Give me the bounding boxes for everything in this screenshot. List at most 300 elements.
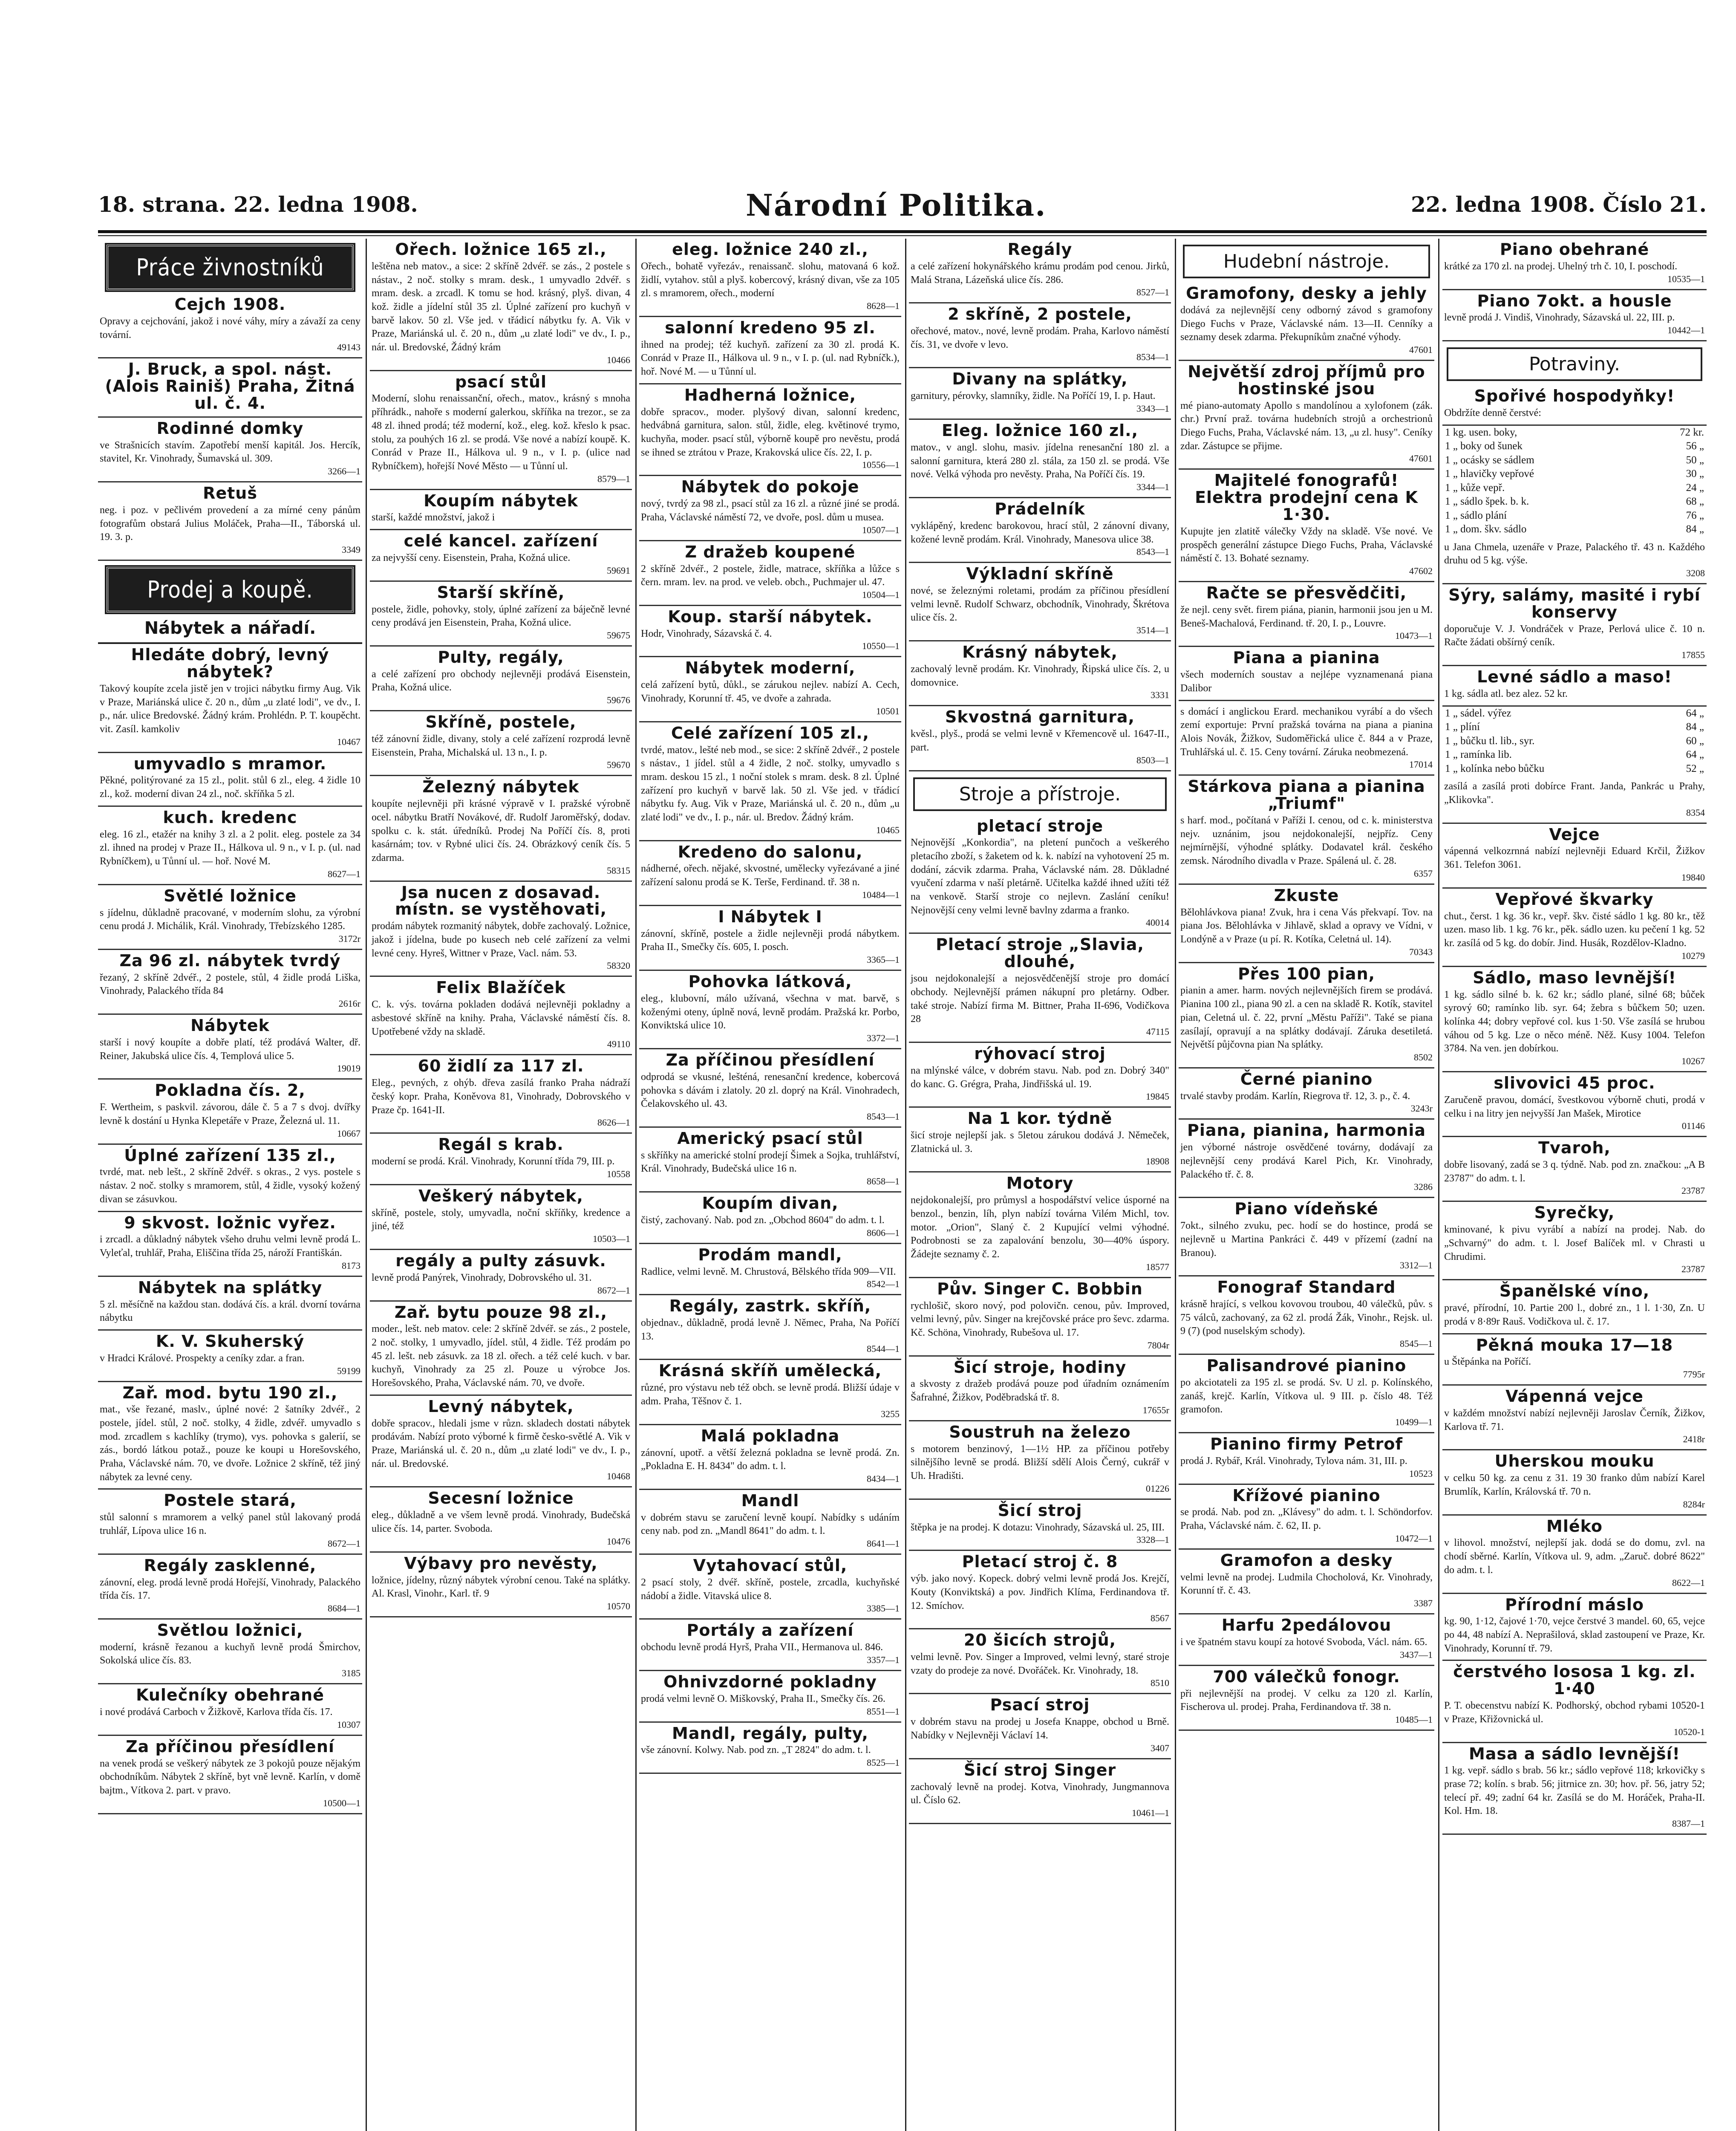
ad-body: zánovní, skříně, postele a židle nejlevněji prodá nábytkem. Praha II., Smečky čís. 605, I. posch. [641,928,900,953]
ad-code: 3312—1 [1400,1260,1433,1271]
ad-headline: Zař. mod. bytu 190 zl., [122,1383,338,1402]
classified-ad [639,1244,901,1296]
ad-headline: Krásný nábytek, [962,643,1118,662]
classified-ad [370,1302,632,1396]
ad-code: 10667 [337,1128,360,1139]
ad-headline: Na 1 kor. týdně [967,1109,1113,1128]
classified-ad [1179,582,1434,647]
price-item: 1 „ sádlo plání [1445,509,1507,521]
price-item: 1 „ plíní [1445,721,1480,733]
classified-ad [1442,1516,1707,1594]
classified-ad [98,1555,362,1620]
ad-headline: Fonograf Standard [1217,1278,1396,1297]
classified-ad [1442,1661,1707,1743]
column-4 [909,239,1171,2131]
ad-code: 47601 [1409,453,1433,464]
ad-code: 17014 [1409,759,1433,770]
section-title-food: Potraviny. [1447,347,1702,381]
classified-ad [1442,1072,1707,1137]
classified-ad [370,1396,632,1488]
ad-list [1442,776,1707,1835]
price-row [1445,426,1704,440]
ad-headline: Prodám mandl, [698,1245,842,1264]
ad-headline: Koupím nábytek [424,491,578,510]
classified-ad [98,1277,362,1331]
classified-ad [1179,1276,1434,1355]
classified-ad [909,420,1171,498]
ad-headline: regály a pulty zásuvk. [395,1251,606,1270]
classified-ad [639,1671,901,1723]
ad-body: krásně hrající, s velkou kovovou troubou, 40 válečků, pův. s 75 válců, zachovaný, za 62 zl. prodá Žák, Vinohr., Rejsk. ul. 9 (7) (pod nuselským schody). [1180,1299,1433,1337]
ad-code: 8510 [1151,1678,1169,1689]
ad-headline: Nábytek [190,1016,270,1035]
ad-code: 7795r [1683,1369,1705,1380]
ad-code: 3286 [1414,1181,1433,1193]
ad-headline: Regály zasklenné, [144,1556,317,1575]
ad-headline: Retuš [203,484,257,503]
ad-body: zachovalý levně na prodej. Kotva, Vinohrady, Jungmannova ul. Číslo 62. [911,1781,1169,1806]
ad-body: u Štěpánka na Poříčí. [1444,1356,1531,1368]
classified-ad [370,582,632,647]
classified-ad [98,358,362,418]
ad-headline: Pletací stroj č. 8 [962,1552,1118,1571]
ad-headline: Rodinné domky [156,419,304,438]
ad-body: 7okt., silného zvuku, pec. hodí se do hostince, prodá se nejlevně u Martina Pankráci č. 449 v přízemí (zadní na Branou). [1180,1220,1433,1259]
ad-body: výb. jako nový. Kopeck. dobrý velmi levně prodá Jos. Krejčí, Kouty (Konviktská) a pov. Jindřich Klíma, Ferdinandova tř. 12. Smíchov. [911,1573,1169,1611]
ad-code: 3407 [1151,1742,1169,1753]
price-item: 1 „ bůčku tl. lib., syr. [1445,735,1535,747]
ad-code: 10558 [607,1168,630,1179]
ad-headline: umyvadlo s mramor. [133,754,327,773]
ad-headline: slivovici 45 proc. [1494,1073,1655,1092]
ad-body: dobře spracov., hledali jsme v různ. skladech dostati nábytek prodávám. Nabízí proto výborné k firmě česko-světlé A. Vik v Praze, Mariánská ul. č. 20 n., dům „u zlaté lodi" ve dv., I. p., nár. ul. Bredovské. [372,1418,630,1470]
ad-body: Ořech., bohatě vyřezáv., renaissanč. slohu, matovaná 6 kož. židlí, vytahov. stůl a plyš. kobercový, krásný divan, vše za 105 zl. s mramorem, ořech., moderní [641,260,900,299]
classified-ad [1442,385,1707,426]
ad-code: 8641—1 [867,1538,900,1549]
ad-code: 10476 [607,1536,630,1547]
ad-headline: Pulty, regály, [438,647,564,667]
header-rule-thin [98,235,1707,236]
ad-headline: Z dražeb koupené [685,542,856,561]
classified-ad [370,977,632,1055]
ad-body: neg. i poz. v pečlivém provedení a za mírné ceny pánům fotografům obstará Julius Moláček, Praha—II., Táborská ul. 19. 3. p. [100,505,360,543]
ad-headline: Nábytek do pokoje [681,477,859,497]
ad-headline: Pohovka látková, [688,972,852,991]
ad-code: 8503—1 [1136,754,1169,765]
classified-ad [1442,1280,1707,1334]
ad-headline: Spořivé hospodyňky! [1474,387,1675,406]
price-row [1445,509,1704,523]
ad-code: 3343—1 [1136,403,1169,414]
ad-code: 3331 [1151,690,1169,701]
ad-headline: eleg. ložnice 240 zl., [672,240,868,259]
ad-code: 10461—1 [1132,1807,1169,1818]
classified-ad [909,1043,1171,1108]
ad-code: 10442—1 [1667,325,1705,336]
classified-ad [1442,967,1707,1072]
ad-code: 8628—1 [867,300,900,311]
masthead-title: Národní Politika. [746,188,1047,223]
ad-code: 40014 [1146,917,1169,928]
ad-body: garnitury, pérovky, slamníky, židle. Na Poříčí 19, I. p. Haut. [911,390,1156,402]
ad-headline: Španělské víno, [1499,1282,1650,1301]
ad-body: doporučuje V. J. Vondráček v Praze, Perlová ulice č. 10 n. Račte žádati obšírný ceník. [1444,623,1705,648]
ad-headline: Koup. starší nábytek. [668,607,873,626]
column-6 [1442,239,1707,2131]
ad-body: dodává za nejlevnější ceny odborný závod s gramofony Diego Fuchs v Praze, Václavské nám. 13—II. Cenníky a seznamy desek zdarma. Překupníkům značné výhody. [1180,304,1433,343]
price-item: 1 „ kolínka nebo bůčku [1445,762,1545,774]
ad-body: Pěkné, politýrované za 15 zl., polit. stůl 6 zl., eleg. 4 židle 10 zl., kož. moderní divan 24 zl., noč. skříňka 5 zl. [100,775,360,800]
ad-headline: Zkuste [1274,886,1339,905]
ad-body: tvrdé, mat. neb lešt., 2 skříně 2dvéř. s okras., 2 vys. postele s nástav. 2 noč. stolky s mramorem, stůl, 4 židle, vysoký kožený divan se zásuvkou. [100,1167,360,1205]
classified-ad [639,541,901,606]
ad-body: eleg. 16 zl., etažér na knihy 3 zl. a 2 polit. eleg. postele za 34 zl. ihned na prodej v Praze II., Hálkova ul. 9 n., v I. p. (ul. nad Rybníčkem), u Tůnní ul. — hoř. Nové M. [100,829,360,867]
ad-headline: Šicí stroj [998,1501,1082,1520]
ad-headline: Celé zařízení 105 zl., [671,723,869,742]
classified-ad [1442,1137,1707,1202]
ad-headline: Tvaroh, [1538,1138,1611,1158]
classified-ad [639,1193,901,1244]
ad-headline: 700 válečků fonogr. [1213,1667,1400,1686]
classified-ad [1179,1550,1434,1614]
ad-code: 8672—1 [328,1538,360,1549]
classified-ad [1442,1386,1707,1450]
ad-headline: Krásná skříň umělecká, [658,1361,882,1380]
ad-headline: psací stůl [455,372,547,391]
ad-body: levně prodá J. Vindiš, Vinohrady, Sázavská ul. 22, III. p. [1444,312,1675,323]
ad-headline: Piana a pianina [1233,648,1380,667]
classified-ad [98,1145,362,1212]
ad-body: vše zánovní. Kolwy. Nab. pod zn. „T 2824" do adm. t. l. [641,1744,871,1756]
classified-ad [639,317,901,384]
header-rule [98,230,1707,233]
classified-ad [909,1108,1171,1172]
ad-headline: Levný nábytek, [428,1397,574,1416]
ad-code: 17855 [1681,650,1705,661]
ad-body: v dobrém stavu na prodej u Josefa Knappe, obchod u Brně. Nabídky v Nejlevněji Václaví 14. [911,1716,1169,1741]
ad-code: 3344—1 [1136,481,1169,492]
classified-ad [1442,290,1707,342]
classified-ad [370,530,632,582]
price-value: 50 „ [1686,454,1704,466]
classified-ad [1179,1120,1434,1198]
ad-headline: Šicí stroje, hodiny [953,1357,1127,1377]
ad-headline: Mléko [1546,1516,1603,1536]
ad-body: kminované, k pivu vyrábí a nabízí na prodej. Nab. do „Schvarný" do adm. t. l. Josef Balíček ml. v Chrasti u Chrudimi. [1444,1224,1705,1262]
ad-headline: rýhovací stroj [974,1044,1106,1063]
ad-headline: Pův. Singer C. Bobbin [937,1279,1143,1298]
ad-body: odprodá se vkusné, lešténá, renesanční kredence, kobercová pohovka s dávám i zlatoly. 20 zl. doprý na Král. Vinohradech, Čelakovského ul. 43. [641,1071,900,1110]
section-subtitle-furniture: Nábytek a nářadí. [98,616,362,644]
ad-list [98,294,362,561]
ad-body: matov., v angl. slohu, masiv. jídelna renesanční 180 zl. a salonní garnitura, která 280 zl. stála, za 150 zl. se prodá. Vše nové. Velká výhoda pro nevěsty. Praha, Na Poříčí čís. 19. [911,442,1169,480]
ad-body: Bělohlávkova piana! Zvuk, hra i cena Vás překvapí. Tov. na piana Jos. Bělohlávka v Jihlavě, sklad a opravy ve Vídni, v Londýně a v Praze (u pí. R. Kotíka, Celetná ul. 14). [1180,907,1433,945]
ad-code: 8684—1 [328,1603,360,1614]
classified-ad [1179,1068,1434,1120]
ad-headline: Starší skříně, [437,583,565,602]
ad-body: za nejvyšší ceny. Eisenstein, Praha, Kožná ulice. [372,552,571,563]
classified-ad [370,1185,632,1250]
price-row [1445,720,1704,734]
classified-ad [370,1055,632,1134]
ad-body: s motorem benzinový, 1—1½ HP. za příčinou potřeby silnějšího levně se prodá. Bližší sdělí Alois Černý, cukrář v Uh. Hradišti. [911,1443,1169,1482]
classified-ad [1179,701,1434,776]
ad-code: 8543—1 [867,1111,900,1122]
classified-ad [639,239,901,317]
ad-code: 01146 [1681,1120,1705,1132]
ad-body: Hodr, Vinohrady, Sázavská č. 4. [641,628,772,639]
ad-body: Kupujte jen zlatitě válečky Vždy na skladě. Vše nové. Ve prospěch generální zástupce Diego Fuchs, Praha, Václavské náměstí č. 13. Bohaté seznamy. [1180,526,1433,564]
price-value: 72 kr. [1680,426,1704,438]
ad-body: na mlýnské válce, v dobrém stavu. Nab. pod zn. Dobrý 340" do kanc. G. Grégra, Praha, Jindřišská ul. 19. [911,1065,1169,1090]
ad-body: u Jana Chmela, uzenáře v Praze, Palackého tř. 43 n. Každého druhu od 5 kg. výše. [1444,541,1705,566]
classified-ad [639,384,901,476]
ad-code: 10473—1 [1395,630,1433,641]
ad-headline: Přírodní máslo [1505,1595,1644,1614]
price-list [1442,707,1707,776]
ad-headline: kuch. kredenc [163,808,297,827]
ad-code: 59199 [337,1365,360,1376]
classified-ad [370,711,632,776]
ad-headline: Cejch 1908. [174,295,286,314]
ad-body: leštěna neb matov., a sice: 2 skříně 2dvéř. se zás., 2 postele s nástav., 2 noč. stolky s mram. desk., 1 umyvadlo 2dvéř. s mram. desk. a zrcadl. K tomu se hod. krásný, plyš. divan, 4 kož. židle a jídelní stůl 35 zl. Úplné zařízení pro kuchyň v barvě lakov. 50 zl. Vše jed. v třádicí nábytku fy. A. Vik v Praze, Mariánská ul. č. 20 n., dům „u zlaté lodi" ve dv., I. p., nár. ul. Bredovské, Žádný krám [372,260,630,353]
ad-headline: Vytahovací stůl, [693,1556,848,1575]
ad-headline: Piano 7okt. a housle [1477,291,1672,310]
price-value: 30 „ [1686,468,1704,480]
ad-code: 01226 [1146,1483,1169,1494]
ad-code: 3387 [1414,1598,1433,1609]
ad-code: 8543—1 [1136,546,1169,557]
classified-ad [1442,1202,1707,1280]
ad-code: 10465 [876,824,900,835]
ad-body: skříně, postele, stoly, umyvadla, noční skříňky, kredence a jiné, též [372,1207,630,1232]
ad-headline: Skvostná garnitura, [945,707,1135,727]
ad-code: 2616r [338,998,360,1009]
classified-ad [1442,1594,1707,1661]
ad-body: též zánovní židle, divany, stoly a celé zařízení rozprodá levně Eisenstein, Praha, Michalská ul. 13 n., I. p. [372,733,630,758]
ad-body: ložnice, jídelny, různý nábytek výrobní cenou. Také na splátky. Al. Krasl, Vinohr., Karl. tř. 9 [372,1574,630,1600]
price-list [1442,426,1707,537]
ad-body: nejdokonalejší, pro průmysl a hospodářství velice úsporné na benzol., benzin, líh, plyn nabízí továrna Vilém Michl, tov. motor. „Orion", Slaný č. 2 Kupující velmi výhodné. Podrobnosti se za zapalování benzolu, 30—40% úspory. Žádejte seznamy č. 2. [911,1195,1169,1260]
price-row [1445,748,1704,762]
ad-body: eleg., důkladně a ve všem levně prodá. Vinohrady, Budečská ulice čís. 14, parter. Svoboda. [372,1510,630,1534]
ad-headline: 20 šicích strojů, [963,1631,1116,1650]
ad-headline: Divany na splátky, [952,370,1128,389]
classified-ad [98,1620,362,1684]
classified-ad [909,1759,1171,1824]
price-item: 1 „ hlavičky vepřové [1445,468,1534,480]
ad-body: s domácí i anglickou Erard. mechanikou vyrábí a do všech zemí exportuje: První pražská továrna na piana a pianina Alois Novák, Žižkov, Sudoměřická ulice č. 844 a v Praze, Truhlářská ul. č. 15. Ceny tovární. Záruka neobmezená. [1180,706,1433,758]
ad-body: řezaný, 2 skříně 2dvéř., 2 postele, stůl, 4 židle prodá Liška, Vinohrady, Palackého třída 84 [100,972,360,997]
ad-code: 59691 [607,565,630,576]
classified-ad [909,498,1171,563]
ad-code: 3243r [1410,1103,1433,1114]
ad-body: objednav., důkladně, prodá levně J. Němec, Praha, Na Poříčí 13. [641,1317,900,1342]
ad-code: 10500—1 [323,1797,360,1808]
ad-headline: 60 židlí za 117 zl. [418,1057,584,1076]
ad-body: starší, každé množství, jakož i [372,512,495,523]
ad-body: 1 kg. vepř. sádlo s brab. 56 kr.; sádlo vepřové 118; krkovičky s prase 72; kolín. s brab. 56; jitrnice zn. 30; hov. př. 56, jatry 52; telecí př. 49; zadní 64 kr. Zasílá se do M. Horáček, Praha-II. Kol. Hm. 18. [1444,1765,1705,1817]
ad-body: s jídelnu, důkladně pracované, v moderním slohu, za výrobní cenu prodá J. Michálik, Král. Vinohrady, Třebízského 1285. [100,907,360,932]
ad-headline: Za příčinou přesídlení [126,1737,335,1756]
ad-code: 19840 [1681,872,1705,883]
ad-body: obchodu levně prodá Hyrš, Praha VII., Hermanova ul. 846. [641,1642,883,1653]
ad-body: zasílá a zasílá proti dobírce Frant. Janda, Pankrác u Prahy, „Klikovka". [1444,781,1705,806]
classified-ad [909,563,1171,641]
classified-ad [639,1128,901,1193]
ad-headline: Regály [1007,240,1073,259]
ad-code: 8567 [1151,1613,1169,1624]
ad-code: 3266—1 [328,466,360,477]
ad-code: 10485—1 [1395,1714,1433,1725]
ad-headline: Vepřové škvarky [1495,889,1654,909]
ad-body: prodá velmi levně O. Miškovský, Praha II., Smečky čís. 26. [641,1693,885,1704]
ad-code: 10499—1 [1395,1417,1433,1428]
ad-body: moderní se prodá. Král. Vinohrady, Korunní třída 79, III. p. [372,1156,615,1167]
ad-headline: Pěkná mouka 17—18 [1476,1335,1673,1354]
ad-code: 8527—1 [1136,287,1169,298]
ad-code: 19845 [1146,1091,1169,1102]
ad-code: 8658—1 [867,1176,900,1187]
classified-ad [98,753,362,807]
ad-headline: Majitelé fonografů! Elektra prodejní cena K 1·30. [1195,471,1418,524]
classified-ad [98,950,362,1015]
ad-body: s skříňky na americké stolní prodejí Šimek a Sojka, truhlářství, Král. Vinohrady, Budečská ulice 16 n. [641,1149,900,1175]
ad-body: a celé zařízení hokynářského krámu prodám pod cenou. Jirků, Malá Strana, Lázeňská ulice čís. 286. [911,260,1169,286]
ad-headline: Koupím divan, [702,1194,839,1213]
classified-ad [909,934,1171,1042]
price-row [1445,707,1704,721]
ad-code: 10520-1 [1673,1726,1705,1737]
classified-ad [1179,361,1434,470]
ad-code: 3349 [342,544,360,555]
ad-list [1442,239,1707,341]
price-value: 52 „ [1686,762,1704,774]
ad-headline: Levné sádlo a maso! [1477,667,1672,687]
ad-headline: Železný nábytek [422,777,580,797]
ad-body: se prodá. Nab. pod zn. „Klávesy" do adm. t. l. Schöndorfov. Praha, Václavské nám. č. 62, II. p. [1180,1507,1433,1532]
ad-code: 18577 [1146,1261,1169,1272]
section-banner-sale: Prodej a koupě. [107,567,354,612]
ad-code: 59675 [607,629,630,641]
classified-ad [1442,666,1707,707]
classified-ad [1442,889,1707,967]
ad-code: 3185 [342,1668,360,1679]
classified-ad [370,490,632,531]
ad-code: 10556—1 [862,459,900,471]
classified-ad [1179,1433,1434,1485]
price-value: 64 „ [1686,707,1704,719]
ad-headline: Soustruh na železo [949,1422,1131,1441]
ad-body: Radlice, velmi levně. M. Chrustová, Bělského třída 909—VII. [641,1266,896,1277]
ad-body: pianin a amer. harm. nových nejlevnějších firem se prodává. Pianina 100 zl., piana 90 zl. a cen na skladě R. Kotík, stavitel pian, Celetná ul. č. 22, první „Městu Paříži". Také se piana zasílají, opravují a na splátky dodávají. Záruka desetiletá. Největší půjčovna pian Na splátky. [1180,985,1433,1051]
classified-ad [1179,1355,1434,1433]
price-value: 84 „ [1686,721,1704,733]
classified-ad [909,1278,1171,1357]
ad-code: 10550—1 [862,641,900,652]
ad-code: 7804r [1147,1340,1169,1351]
ad-body: postele, židle, pohovky, stoly, úplné zařízení za báječně levné ceny prodává jen Eisenstein, Praha, Kožná ulice. [372,603,630,629]
ad-code: 23787 [1681,1264,1705,1275]
ad-headline: Sýry, salámy, masité i rybí konservy [1448,586,1701,621]
ad-code: 10535—1 [1667,273,1705,284]
ad-code: 8502 [1414,1051,1433,1063]
section-title-music: Hudební nástroje. [1183,245,1430,278]
price-value: 76 „ [1686,509,1704,521]
ad-body: mat., vše řezané, maslv., úplné nové: 2 šatníky 2dvéř., 2 postele, jídel. stůl, 2 noč. stolky, 4 židle, zdvéř. umyvadlo s mod. zrcadlem s kachlíky (trymo), vys. pohovka s galerií, se zás., bordó látkou potaž., pouze ke koupi u Horešovského, Praha, Václavské nám. 70, ve dvoře. Ložnice 2 skříně, též jiný nábytek za levné ceny. [100,1404,360,1483]
ad-body: ořechové, matov., nové, levně prodám. Praha, Karlovo náměstí čís. 31, ve dvoře v levo. [911,326,1169,350]
ad-code: 10279 [1681,950,1705,961]
ad-body: různé, pro výstavu neb též obch. se levně prodá. Bližší údaje v adm. Praha, Těšnov č. 1. [641,1382,900,1407]
ad-code: 8434—1 [867,1473,900,1484]
page-number-date: 18. strana. 22. ledna 1908. [98,192,418,217]
ad-body: dobře spracov., moder. plyšový divan, salonní kredenc, hedvábná garnitura, salon. stůl, židle, eleg. květinové trymo, kuchyňa, moder. psací stůl, výborně koupě pro nevěstu, prodá se ihned se ztrátou v Praze, Krakovská ulice čís. 22, I. p. [641,406,900,458]
price-row [1445,439,1704,453]
ad-body: eleg., klubovní, málo užívaná, všechna v mat. barvě, s koženými oteny, úplně nová, levně prodám. Pražská kr. Porbo, Konviktská ulice 10. [641,993,900,1031]
price-item: 1 „ sádel. výřez [1445,707,1511,719]
ad-body: Opravy a cejchování, jakož i nové váhy, míry a závaží za ceny tovární. [100,315,360,341]
ad-code: 3357—1 [867,1654,900,1665]
ad-body: stůl salonní s mramorem a velký panel stůl lakovaný prodá truhlář, Lípova ulice 16 n. [100,1512,360,1537]
ad-body: na venek prodá se veškerý nábytek ze 3 pokojů pouze nějakým obchodníkům. Nábytek 2 skříně, byt vně levně. Karlín, v domě bajtm., Vítkova 2. part. v pravo. [100,1758,360,1796]
classified-ad [639,1723,901,1774]
ad-body: moder., lešt. neb matov. cele: 2 skříně 2dvéř. se zás., 2 postele, 2 noč. stolky, 1 umyvadlo, jídel. stůl, 4 židle. Též prodám po 45 zl. lešt. neb zásuvk. za 18 zl. ořech. a též celé kuch. v bar. kuchyň, Vinohrady za 25 zl. Pouze u výrobce Jos. Horešovského, Praha, Václavské nám. 70, ve dvoře. [372,1323,630,1389]
ad-code: 8534—1 [1136,352,1169,363]
classified-ad [639,657,901,722]
classified-ad [909,1172,1171,1278]
ad-code: 59676 [607,695,630,706]
classified-ad [1179,1198,1434,1276]
classified-ad [370,1134,632,1185]
ad-code: 10504—1 [862,589,900,600]
ad-code: 8551—1 [867,1706,900,1717]
ad-body: 2 psací stoly, 2 dvéř. skříně, postele, zrcadla, kuchyňské nádobí a židle. Vitavská ulice 8. [641,1577,900,1602]
ad-headline: Motory [1006,1174,1074,1193]
ad-body: při nejlevnější na prodej. V celku za 120 zl. Karlín, Fischerova ul. prodej. Praha, Ferdinandova tř. 38 n. [1180,1688,1433,1713]
ad-code: 10467 [337,736,360,747]
ad-headline: Regály, zastrk. skříň, [669,1297,871,1316]
ad-code: 59670 [607,759,630,771]
ad-code: 47115 [1146,1026,1169,1037]
ad-code: 49143 [337,342,360,353]
ad-code: 3172r [338,933,360,944]
ad-code: 8627—1 [328,868,360,879]
ad-body: dobře lisovaný, zadá se 3 q. týdně. Nab. pod zn. značkou: „A B 23787" do adm. t. l. [1444,1159,1705,1184]
ad-body: kvěsl., plyš., prodá se velmi levně v Křemencově ul. 1647-II., part. [911,728,1169,753]
ad-headline: Ořech. ložnice 165 zl., [395,240,607,259]
classified-ad [909,239,1171,303]
ad-headline: Piana, pianina, harmonia [1187,1121,1426,1140]
ad-body: 1 kg. sádla atl. bez alez. 52 kr. [1444,688,1568,700]
ad-headline: Nábytek na splátky [138,1278,323,1297]
classified-ad [370,882,632,977]
price-value: 56 „ [1686,440,1704,452]
price-value: 68 „ [1686,496,1704,508]
ad-body: Obdržíte denně čerstvé: [1444,407,1541,419]
ad-code: 10570 [607,1600,630,1611]
ad-headline: celé kancel. zařízení [404,531,598,551]
ad-body: v každém množství nabízí nejlevněji Jaroslav Černík, Žižkov, Karlova tř. 71. [1444,1408,1705,1432]
classified-ad [98,1382,362,1490]
ad-list [909,239,1171,1824]
ad-code: 3255 [881,1408,900,1419]
ad-headline: Americký psací stůl [677,1129,863,1148]
ad-body: v lihovol. množství, nejlepší jak. dodá se do domu, zvl. na chodí sběrné. Karlín, Vítkova ul. 9, adm. „Zaruč. dobré 8622" do adm. t. l. [1444,1537,1705,1576]
ad-headline: Secesní ložnice [428,1489,574,1508]
column-5 [1179,239,1434,2131]
classified-ad [1442,776,1707,823]
ad-body: prodám nábytek rozmanitý nábytek, dobře zachovalý. Ložnice, jakož i jídelna, bude po kusech neb celé zařízení za velmi levné ceny. Hyreš, Wittner v Praze, Vacl. nám. 53. [372,921,630,959]
